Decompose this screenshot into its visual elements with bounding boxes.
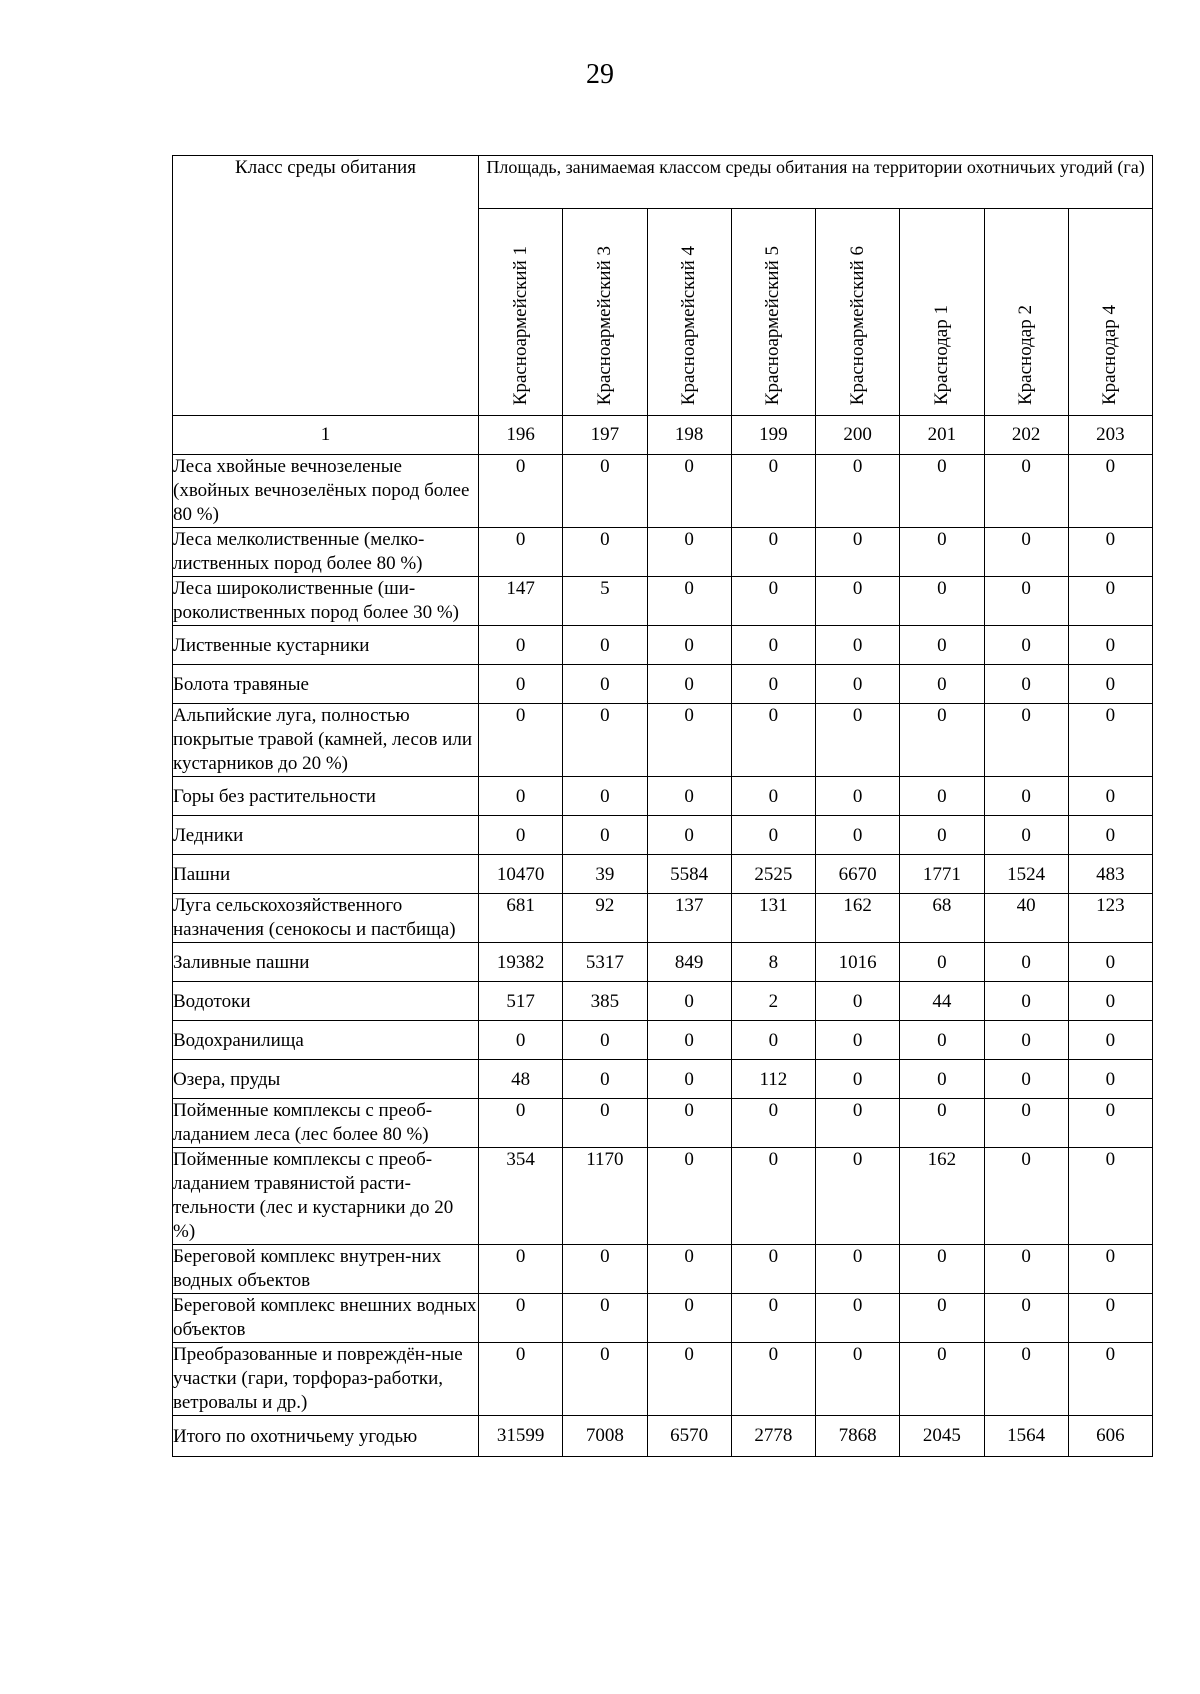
area-value-cell: 0	[900, 626, 984, 665]
area-value-cell: 0	[647, 455, 731, 528]
area-value-cell: 0	[984, 1099, 1068, 1148]
area-value-cell: 0	[1068, 528, 1152, 577]
area-value-cell: 0	[479, 455, 563, 528]
area-value-cell: 0	[984, 816, 1068, 855]
area-value-cell: 0	[563, 528, 647, 577]
total-value-cell: 6570	[647, 1416, 731, 1457]
habitat-class-cell: Преобразованные и повреждён-ные участки (гари, торфораз-работки, ветровалы и др.)	[173, 1343, 479, 1416]
area-value-cell: 1016	[816, 943, 900, 982]
territory-header	[816, 209, 900, 416]
column-index-row	[173, 416, 1153, 455]
territory-header-label: Красноармейский 6	[846, 245, 868, 405]
territory-header-label: Красноармейский 5	[762, 245, 784, 405]
column-index-cell: 198	[647, 416, 731, 455]
area-value-cell: 0	[984, 665, 1068, 704]
area-value-cell: 0	[816, 1343, 900, 1416]
area-value-cell: 0	[816, 1294, 900, 1343]
habitat-class-cell: Леса широколиственные (ши-роколиственных пород более 30 %)	[173, 577, 479, 626]
total-value-cell: 7008	[563, 1416, 647, 1457]
area-value-cell: 68	[900, 894, 984, 943]
area-value-cell: 0	[900, 1021, 984, 1060]
area-value-cell: 2	[731, 982, 815, 1021]
area-value-cell: 0	[816, 577, 900, 626]
area-value-cell: 0	[900, 777, 984, 816]
habitat-class-cell: Береговой комплекс внутрен-них водных объектов	[173, 1245, 479, 1294]
table-row	[173, 704, 1153, 777]
territory-header	[647, 209, 731, 416]
area-value-cell: 40	[984, 894, 1068, 943]
area-value-cell: 19382	[479, 943, 563, 982]
area-value-cell: 849	[647, 943, 731, 982]
area-value-cell: 0	[984, 777, 1068, 816]
area-value-cell: 5317	[563, 943, 647, 982]
column-index-cell: 201	[900, 416, 984, 455]
area-value-cell: 0	[731, 626, 815, 665]
area-group-header: Площадь, занимаемая классом среды обитания на территории охотничьих угодий (га)	[479, 156, 1153, 209]
area-value-cell: 0	[647, 1099, 731, 1148]
area-value-cell: 137	[647, 894, 731, 943]
area-value-cell: 0	[731, 455, 815, 528]
area-value-cell: 0	[563, 665, 647, 704]
area-value-cell: 0	[563, 1021, 647, 1060]
area-value-cell: 0	[900, 1294, 984, 1343]
column-index-cell: 196	[479, 416, 563, 455]
area-value-cell: 0	[816, 816, 900, 855]
column-index-cell: 197	[563, 416, 647, 455]
area-value-cell: 1524	[984, 855, 1068, 894]
area-value-cell: 0	[984, 1148, 1068, 1245]
area-value-cell: 0	[816, 455, 900, 528]
table-row	[173, 777, 1153, 816]
territory-header	[1068, 209, 1152, 416]
table-row	[173, 665, 1153, 704]
table-row	[173, 577, 1153, 626]
area-value-cell: 0	[479, 626, 563, 665]
area-value-cell: 0	[1068, 455, 1152, 528]
area-value-cell: 0	[984, 704, 1068, 777]
habitat-class-cell: Пойменные комплексы с преоб-ладанием леса (лес более 80 %)	[173, 1099, 479, 1148]
area-value-cell: 0	[563, 1343, 647, 1416]
total-value-cell: 7868	[816, 1416, 900, 1457]
area-value-cell: 5584	[647, 855, 731, 894]
area-value-cell: 0	[647, 704, 731, 777]
territory-header	[984, 209, 1068, 416]
column-index-cell: 199	[731, 416, 815, 455]
total-label: Итого по охотничьему угодью	[173, 1416, 479, 1457]
area-value-cell: 8	[731, 943, 815, 982]
area-value-cell: 147	[479, 577, 563, 626]
total-value-cell: 2045	[900, 1416, 984, 1457]
habitat-class-cell: Водохранилища	[173, 1021, 479, 1060]
area-value-cell: 0	[647, 1060, 731, 1099]
habitat-class-cell: Леса мелколиственные (мелко-лиственных пород более 80 %)	[173, 528, 479, 577]
table-row	[173, 1021, 1153, 1060]
area-value-cell: 0	[731, 816, 815, 855]
area-value-cell: 0	[1068, 777, 1152, 816]
area-value-cell: 0	[984, 528, 1068, 577]
table-row	[173, 943, 1153, 982]
total-value-cell: 31599	[479, 1416, 563, 1457]
area-value-cell: 0	[647, 1294, 731, 1343]
table-row	[173, 855, 1153, 894]
area-value-cell: 0	[816, 1245, 900, 1294]
area-value-cell: 0	[1068, 577, 1152, 626]
area-value-cell: 0	[563, 1060, 647, 1099]
area-value-cell: 6670	[816, 855, 900, 894]
area-value-cell: 131	[731, 894, 815, 943]
area-value-cell: 0	[1068, 1343, 1152, 1416]
area-value-cell: 0	[647, 816, 731, 855]
area-value-cell: 0	[563, 626, 647, 665]
area-value-cell: 0	[731, 528, 815, 577]
area-value-cell: 0	[984, 1021, 1068, 1060]
area-value-cell: 48	[479, 1060, 563, 1099]
table-row	[173, 816, 1153, 855]
area-value-cell: 0	[563, 704, 647, 777]
area-value-cell: 112	[731, 1060, 815, 1099]
area-value-cell: 0	[900, 1099, 984, 1148]
area-value-cell: 39	[563, 855, 647, 894]
area-value-cell: 0	[900, 816, 984, 855]
area-value-cell: 681	[479, 894, 563, 943]
area-value-cell: 0	[900, 1245, 984, 1294]
area-value-cell: 5	[563, 577, 647, 626]
page-number: 29	[586, 59, 614, 90]
territory-header	[479, 209, 563, 416]
habitat-class-cell: Пашни	[173, 855, 479, 894]
area-value-cell: 0	[563, 1294, 647, 1343]
area-value-cell: 0	[816, 1148, 900, 1245]
total-value-cell: 1564	[984, 1416, 1068, 1457]
territory-header-label: Краснодар 2	[1015, 304, 1037, 405]
area-value-cell: 0	[1068, 982, 1152, 1021]
area-value-cell: 44	[900, 982, 984, 1021]
table-row	[173, 1294, 1153, 1343]
area-value-cell: 0	[1068, 1099, 1152, 1148]
total-value-cell: 2778	[731, 1416, 815, 1457]
area-value-cell: 0	[479, 528, 563, 577]
area-value-cell: 0	[647, 665, 731, 704]
habitat-class-cell: Болота травяные	[173, 665, 479, 704]
area-value-cell: 0	[731, 777, 815, 816]
area-value-cell: 0	[900, 1343, 984, 1416]
area-value-cell: 0	[1068, 704, 1152, 777]
area-value-cell: 0	[816, 528, 900, 577]
total-row	[173, 1416, 1153, 1457]
area-value-cell: 0	[1068, 1245, 1152, 1294]
area-value-cell: 0	[984, 982, 1068, 1021]
area-value-cell: 1771	[900, 855, 984, 894]
column-index-cell: 203	[1068, 416, 1152, 455]
area-value-cell: 0	[816, 1021, 900, 1060]
territory-header-label: Красноармейский 4	[678, 245, 700, 405]
area-value-cell: 0	[563, 816, 647, 855]
area-value-cell: 0	[731, 577, 815, 626]
area-value-cell: 0	[731, 1245, 815, 1294]
territory-header	[900, 209, 984, 416]
habitat-area-table	[172, 155, 1153, 1457]
area-value-cell: 0	[816, 704, 900, 777]
habitat-class-cell: Водотоки	[173, 982, 479, 1021]
habitat-class-cell: Береговой комплекс внешних водных объектов	[173, 1294, 479, 1343]
area-value-cell: 0	[1068, 626, 1152, 665]
area-value-cell: 0	[900, 1060, 984, 1099]
area-value-cell: 0	[647, 1245, 731, 1294]
table-row	[173, 455, 1153, 528]
column-index-cell: 1	[173, 416, 479, 455]
area-value-cell: 0	[479, 1245, 563, 1294]
area-value-cell: 0	[731, 1294, 815, 1343]
area-value-cell: 0	[647, 528, 731, 577]
area-value-cell: 0	[563, 1099, 647, 1148]
area-value-cell: 385	[563, 982, 647, 1021]
area-value-cell: 0	[479, 1099, 563, 1148]
area-value-cell: 0	[984, 1245, 1068, 1294]
area-value-cell: 0	[900, 943, 984, 982]
area-value-cell: 0	[1068, 665, 1152, 704]
area-value-cell: 0	[731, 1343, 815, 1416]
area-value-cell: 0	[563, 1245, 647, 1294]
area-value-cell: 0	[563, 455, 647, 528]
area-value-cell: 0	[984, 1060, 1068, 1099]
table-row	[173, 1060, 1153, 1099]
area-value-cell: 0	[900, 455, 984, 528]
area-value-cell: 0	[479, 1294, 563, 1343]
area-value-cell: 0	[731, 1021, 815, 1060]
table-row	[173, 1343, 1153, 1416]
habitat-class-cell: Альпийские луга, полностью покрытые травой (камней, лесов или кустарников до 20 %)	[173, 704, 479, 777]
area-value-cell: 0	[479, 816, 563, 855]
area-value-cell: 0	[900, 704, 984, 777]
table-row	[173, 894, 1153, 943]
area-value-cell: 0	[647, 777, 731, 816]
territory-header	[563, 209, 647, 416]
area-value-cell: 0	[816, 626, 900, 665]
area-value-cell: 162	[816, 894, 900, 943]
area-value-cell: 0	[647, 577, 731, 626]
area-value-cell: 0	[647, 626, 731, 665]
area-value-cell: 10470	[479, 855, 563, 894]
table-row	[173, 1245, 1153, 1294]
area-value-cell: 0	[731, 1099, 815, 1148]
habitat-class-cell: Ледники	[173, 816, 479, 855]
area-value-cell: 0	[1068, 1148, 1152, 1245]
habitat-class-cell: Горы без растительности	[173, 777, 479, 816]
habitat-class-cell: Луга сельскохозяйственного назначения (сенокосы и пастбища)	[173, 894, 479, 943]
habitat-class-cell: Пойменные комплексы с преоб-ладанием травянистой расти-тельности (лес и кустарники до 20 %)	[173, 1148, 479, 1245]
habitat-class-cell: Лиственные кустарники	[173, 626, 479, 665]
total-value-cell: 606	[1068, 1416, 1152, 1457]
area-value-cell: 0	[900, 528, 984, 577]
area-value-cell: 354	[479, 1148, 563, 1245]
area-value-cell: 0	[731, 665, 815, 704]
area-value-cell: 1170	[563, 1148, 647, 1245]
habitat-class-cell: Леса хвойные вечнозеленые (хвойных вечнозелёных пород более 80 %)	[173, 455, 479, 528]
area-value-cell: 0	[984, 943, 1068, 982]
territory-header	[731, 209, 815, 416]
territory-header-label: Красноармейский 1	[509, 245, 531, 405]
area-value-cell: 0	[900, 665, 984, 704]
area-value-cell: 0	[479, 1021, 563, 1060]
territory-header-label: Краснодар 4	[1099, 304, 1121, 405]
habitat-class-cell: Озера, пруды	[173, 1060, 479, 1099]
table-row	[173, 528, 1153, 577]
area-value-cell: 0	[984, 455, 1068, 528]
area-value-cell: 0	[816, 777, 900, 816]
area-value-cell: 0	[647, 1343, 731, 1416]
table-row	[173, 1099, 1153, 1148]
area-value-cell: 0	[816, 665, 900, 704]
area-value-cell: 0	[984, 1294, 1068, 1343]
territory-header-label: Краснодар 1	[930, 304, 952, 405]
table-row	[173, 626, 1153, 665]
table-row	[173, 1148, 1153, 1245]
area-value-cell: 0	[900, 577, 984, 626]
area-value-cell: 0	[816, 1099, 900, 1148]
area-value-cell: 162	[900, 1148, 984, 1245]
area-value-cell: 0	[647, 1021, 731, 1060]
area-value-cell: 0	[647, 982, 731, 1021]
area-value-cell: 0	[731, 704, 815, 777]
table-row	[173, 982, 1153, 1021]
territory-header-label: Красноармейский 3	[593, 245, 615, 405]
area-value-cell: 0	[984, 577, 1068, 626]
area-value-cell: 92	[563, 894, 647, 943]
area-value-cell: 2525	[731, 855, 815, 894]
column-index-cell: 202	[984, 416, 1068, 455]
area-value-cell: 0	[1068, 1060, 1152, 1099]
area-value-cell: 0	[1068, 1294, 1152, 1343]
area-value-cell: 0	[479, 665, 563, 704]
area-value-cell: 123	[1068, 894, 1152, 943]
area-value-cell: 0	[479, 777, 563, 816]
area-value-cell: 0	[1068, 816, 1152, 855]
table-body	[173, 416, 1153, 1457]
header-row-top	[173, 156, 1153, 209]
area-value-cell: 0	[479, 704, 563, 777]
area-value-cell: 0	[647, 1148, 731, 1245]
area-value-cell: 0	[563, 777, 647, 816]
area-value-cell: 0	[731, 1148, 815, 1245]
habitat-class-cell: Заливные пашни	[173, 943, 479, 982]
area-value-cell: 0	[816, 1060, 900, 1099]
area-value-cell: 483	[1068, 855, 1152, 894]
area-value-cell: 0	[984, 626, 1068, 665]
area-value-cell: 517	[479, 982, 563, 1021]
column-index-cell: 200	[816, 416, 900, 455]
area-value-cell: 0	[479, 1343, 563, 1416]
area-value-cell: 0	[816, 982, 900, 1021]
class-column-header: Класс среды обитания	[173, 156, 479, 416]
area-value-cell: 0	[1068, 943, 1152, 982]
area-value-cell: 0	[1068, 1021, 1152, 1060]
area-value-cell: 0	[984, 1343, 1068, 1416]
